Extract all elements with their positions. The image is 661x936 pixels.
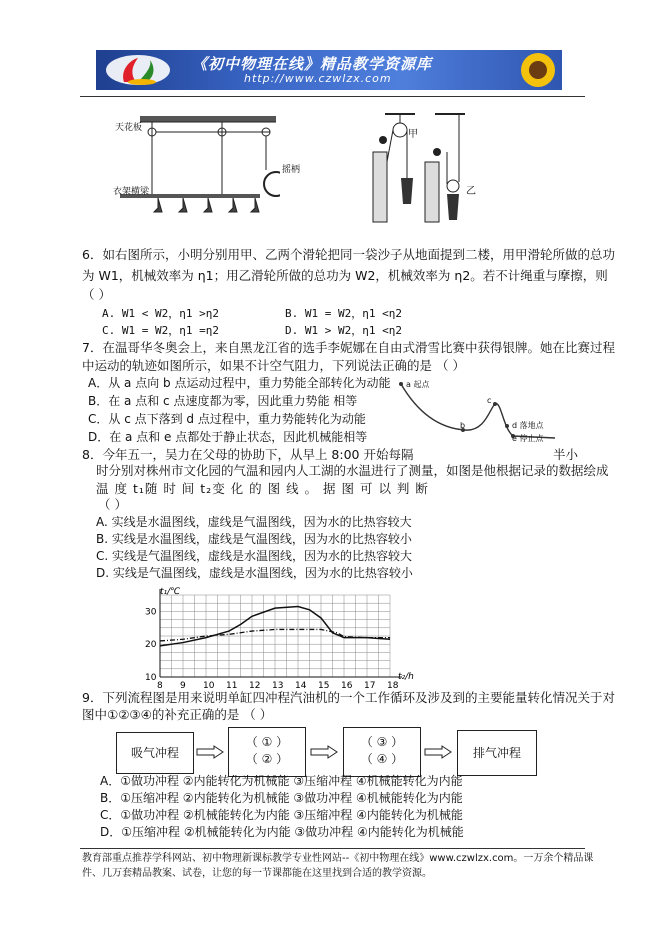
flow-blank-2: （ ② ） [245,752,289,766]
q9-line1: 9．下列流程图是用来说明单缸四冲程汽油机的一个工作循环及涉及到的主要能量转化情况关于对 [82,690,615,705]
ski-point-e: e 停止点 [512,434,544,443]
x-tick-label: 12 [249,681,261,690]
flow-blank-3: （ ③ ） [360,735,404,749]
chart-y-label: t₁/℃ [160,587,181,597]
flow-box-3 [343,727,421,777]
x-tick-label: 8 [157,681,163,690]
header-banner [96,50,562,90]
ski-point-d: d 落地点 [512,421,544,430]
site-logo-icon [102,52,172,88]
q6-line2: 为 W1，机械效率为 η1；用乙滑轮所做的总功为 W2，机械效率为 η2。若不计绳重与摩擦，则 [82,268,608,283]
flow-arrow-2-icon [310,745,338,759]
crossbar-label: 衣架横梁 [113,187,150,197]
q7-option-b: B．在 a 点和 c 点速度都为零，因此重力势能 相等 [88,394,358,408]
x-tick-label: 10 [203,681,215,690]
x-tick-label: 17 [364,681,376,690]
q8-line1b: 半小 [553,447,579,462]
ski-point-b: b [460,421,466,430]
q6-answer-blank: （ ） [82,287,111,302]
q8-option-b: B. 实线是水温图线，虚线是气温图线，因为水的比热容较小 [96,532,412,546]
chart-x-label: t₂/h [398,672,414,682]
q8-answer-blank: （ ） [98,497,127,512]
ski-point-a: a 起点 [406,380,430,389]
y-tick-label: 20 [145,640,157,651]
pulley-figure [365,112,475,227]
q8-line1a: 8．今年五一，吴力在父母的协助下，从早上 8:00 开始每隔 [82,447,414,462]
q6-option-b: B. W1 = W2，η1 <η2 [285,307,402,320]
chart-grid [160,589,402,677]
flow-box-intake: 吸气冲程 [116,732,194,774]
flow-arrow-1-icon [196,745,224,759]
header-divider [80,96,585,97]
footer-divider [80,848,585,849]
q9-option-c: C．①做功冲程 ②机械能转化为内能 ③压缩冲程 ④内能转化为机械能 [100,808,463,822]
x-tick-label: 14 [295,681,307,690]
footer-line1: 教育部重点推荐学科网站、初中物理新课标教学专业性网站--《初中物理在线》www.czwlzx.com。一万余个精品课 [82,853,594,864]
banner-title: 《初中物理在线》精品教学资源库 [192,55,433,73]
q7-line2: 中运动的轨迹如图所示，如果不计空气阻力，下列说法正确的是 （ ） [82,358,465,373]
x-tick-label: 16 [341,681,353,690]
pulley-yi-label: 乙 [466,186,476,197]
y-tick-label: 10 [145,673,157,683]
q6-option-d: D. W1 > W2，η1 <η2 [285,324,402,337]
flow-blank-1: （ ① ） [245,735,289,749]
q8-line3: 温 度 t₁随 时 间 t₂变 化 的 图 线 。 据 图 可 以 判 断 [96,481,429,496]
q6-option-a: A. W1 < W2，η1 >η2 [102,307,219,320]
q9-option-d: D．①压缩冲程 ②机械能转化为内能 ③做功冲程 ④内能转化为机械能 [100,825,464,839]
q8-option-c: C. 实线是气温图线，虚线是水温图线，因为水的比热容较大 [96,549,413,563]
flow-box-exhaust: 排气冲程 [457,730,537,776]
q9-line2: 图中①②③④的补充正确的是 （ ） [82,707,273,722]
x-tick-label: 15 [318,681,330,690]
q6-option-c: C. W1 = W2，η1 =η2 [102,324,219,337]
flow-arrow-3-icon [424,745,452,759]
ski-point-c: c [487,396,492,405]
q7-line1: 7．在温哥华冬奥会上，来自黑龙江省的选手李妮娜在自由式滑雪比赛中获得银牌。她在比赛过程 [82,340,615,355]
sunflower-icon [514,50,562,90]
q6-line1: 6．如右图所示，小明分别用甲、乙两个滑轮把同一袋沙子从地面提到二楼，用甲滑轮所做的总功 [82,247,615,262]
handle-label: 摇柄 [282,165,301,175]
x-tick-label: 18 [387,681,399,690]
flow-blank-4: （ ④ ） [360,752,404,766]
pulley-jia-label: 甲 [408,129,418,140]
q7-option-c: C．从 c 点下落到 d 点过程中，重力势能转化为动能 [88,412,366,426]
q8-option-a: A. 实线是水温图线，虚线是气温图线，因为水的比热容较大 [96,515,412,529]
banner-url: http://www.czwlzx.com [244,72,392,85]
x-tick-label: 9 [180,681,186,690]
q8-line2: 时分别对株州市文化园的气温和园内人工湖的水温进行了测量，如图是他根据记录的数据绘成 [96,463,609,478]
x-tick-label: 11 [226,681,238,690]
q8-option-d: D. 实线是气温图线，虚线是水温图线，因为水的比热容较小 [96,566,413,580]
x-tick-label: 13 [272,681,284,690]
q9-option-a: A．①做功冲程 ②内能转化为机械能 ③压缩冲程 ④机械能转化为内能 [100,774,463,788]
q7-option-d: D．在 a 点和 e 点都处于静止状态，因此机械能相等 [88,430,368,444]
flow-box-2 [228,727,306,777]
ceiling-label: 天花板 [115,123,143,133]
q9-option-b: B．①压缩冲程 ②内能转化为机械能 ③做功冲程 ④机械能转化为内能 [100,791,463,805]
q7-option-a: A．从 a 点向 b 点运动过程中，重力势能全部转化为动能 [88,376,391,390]
footer-line2: 件、几万套精品教案、试卷，让您的每一节课都能在这里找到合适的教学资源。 [82,868,432,879]
y-tick-label: 30 [145,607,157,618]
temperature-chart [140,585,420,690]
